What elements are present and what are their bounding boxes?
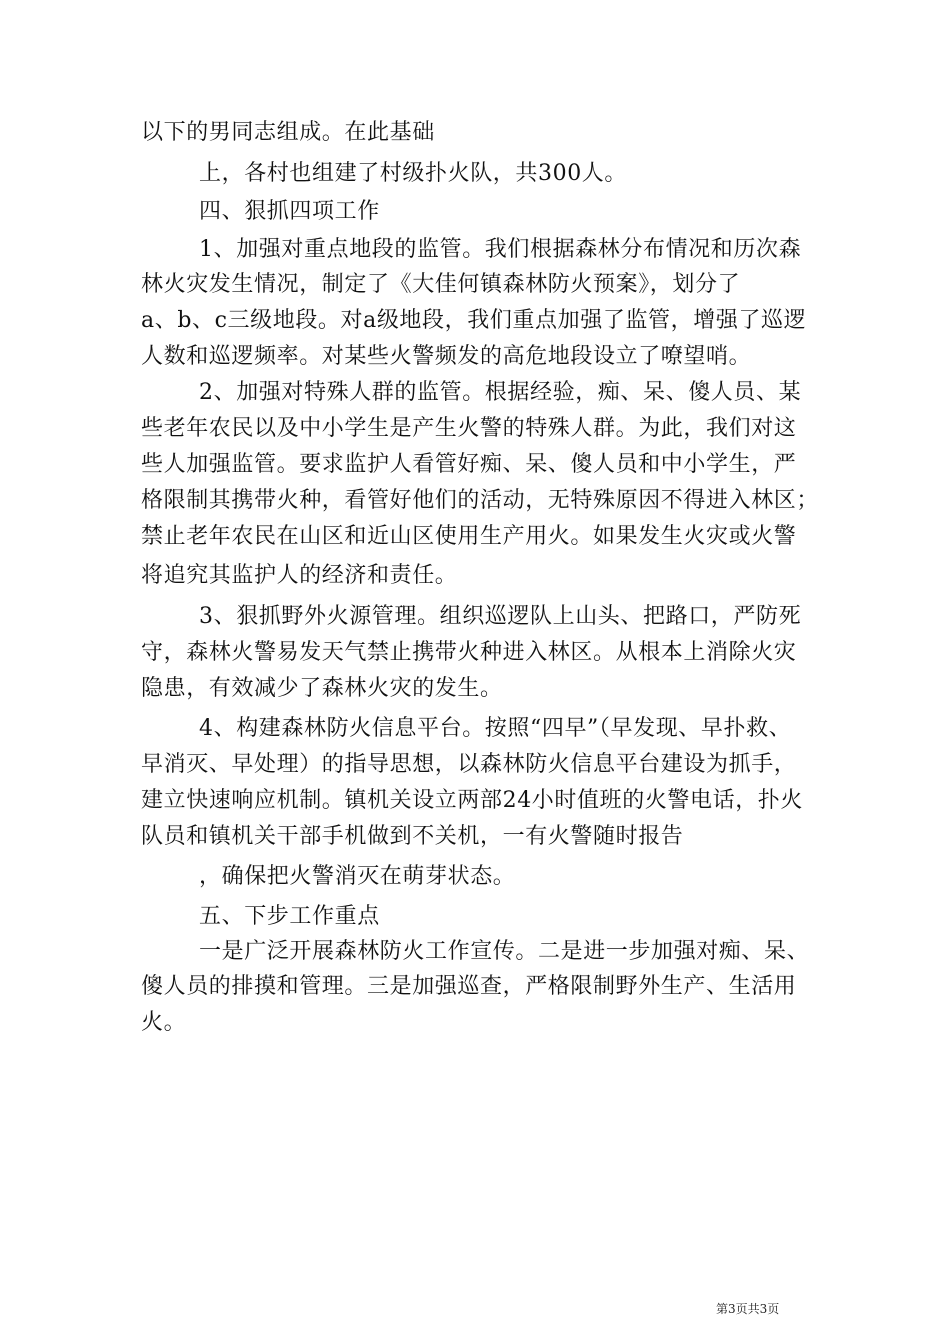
- text-line: 上，各村也组建了村级扑火队，共300人。: [199, 161, 627, 186]
- text-line: a、b、c三级地段。对a级地段，我们重点加强了监管，增强了巡逻: [141, 308, 807, 333]
- text-line: 建立快速响应机制。镇机关设立两部24小时值班的火警电话，扑火: [141, 788, 803, 813]
- text-line: 1、加强对重点地段的监管。我们根据森林分布情况和历次森: [199, 237, 802, 262]
- text-line: 隐患，有效减少了森林火灾的发生。: [141, 676, 503, 701]
- text-line: 2、加强对特殊人群的监管。根据经验，痴、呆、傻人员、某: [199, 380, 802, 405]
- section-heading: 四、狠抓四项工作: [199, 199, 380, 224]
- text-line: 队员和镇机关干部手机做到不关机，一有火警随时报告: [141, 824, 684, 849]
- text-line: 将追究其监护人的经济和责任。: [141, 563, 458, 588]
- text-line: 火。: [141, 1010, 187, 1035]
- text-line: 一是广泛开展森林防火工作宣传。二是进一步加强对痴、呆、: [199, 939, 810, 964]
- text-line: 禁止老年农民在山区和近山区使用生产用火。如果发生火灾或火警: [141, 524, 797, 549]
- text-line: 格限制其携带火种，看管好他们的活动，无特殊原因不得进入林区；: [141, 488, 820, 513]
- page-number: 第3页共3页: [716, 1302, 780, 1316]
- text-line: 傻人员的排摸和管理。三是加强巡查，严格限制野外生产、生活用: [141, 974, 797, 999]
- text-line: 4、构建森林防火信息平台。按照“四早”（早发现、早扑救、: [199, 716, 792, 741]
- text-line: 3、狠抓野外火源管理。组织巡逻队上山头、把路口，严防死: [199, 604, 802, 629]
- section-heading: 五、下步工作重点: [199, 904, 380, 929]
- text-line: 以下的男同志组成。在此基础: [141, 120, 435, 145]
- text-line: 些人加强监管。要求监护人看管好痴、呆、傻人员和中小学生，严: [141, 452, 797, 477]
- text-line: 林火灾发生情况，制定了《大佳何镇森林防火预案》，划分了: [141, 272, 741, 297]
- text-line: 守，森林火警易发天气禁止携带火种进入林区。从根本上消除火灾: [141, 640, 797, 665]
- text-line: 早消灭、早处理）的指导思想，以森林防火信息平台建设为抓手，: [141, 752, 797, 777]
- text-line: 人数和巡逻频率。对某些火警频发的高危地段设立了嘹望哨。: [141, 344, 752, 369]
- text-line: ，确保把火警消灭在萌芽状态。: [199, 864, 516, 889]
- text-line: 些老年农民以及中小学生是产生火警的特殊人群。为此，我们对这: [141, 416, 797, 441]
